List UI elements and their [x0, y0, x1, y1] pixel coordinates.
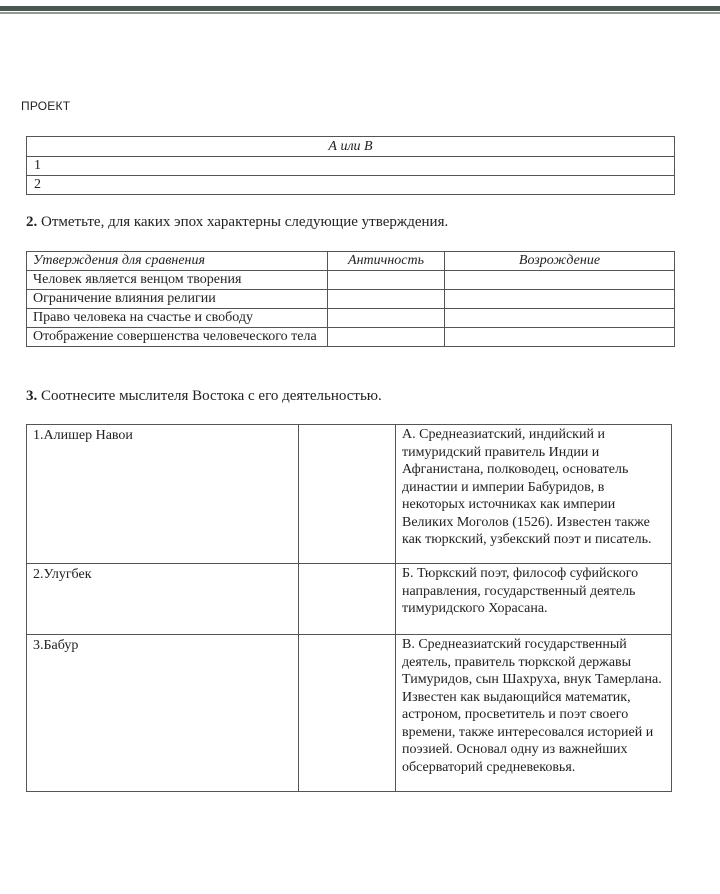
epochs-row-statement: Отображение совершенства человеческого тела — [27, 328, 328, 347]
epochs-table — [26, 251, 675, 347]
antiquity-answer-cell[interactable] — [328, 309, 445, 328]
epochs-header-statements: Утверждения для сравнения — [27, 252, 328, 271]
epochs-row-statement: Право человека на счастье и свободу — [27, 309, 328, 328]
thinkers-table — [26, 424, 672, 792]
answer-table-a-or-b — [26, 136, 675, 195]
question-3 — [26, 388, 382, 405]
page-header-label: ПРОЕКТ — [21, 99, 71, 113]
thinker-cell: 1.Алишер Навои — [27, 425, 299, 564]
question-3-number: 3. — [26, 388, 38, 404]
match-answer-cell[interactable] — [299, 635, 396, 792]
renaissance-answer-cell[interactable] — [445, 309, 675, 328]
table1-header: А или В — [27, 137, 675, 157]
thinker-cell: 3.Бабур — [27, 635, 299, 792]
description-cell: В. Среднеазиатский государственный деятель, правитель тюркской державы Тимуридов, сын Шахруха, внук Тамерлана. Известен как выдающийся математик, астроном, просветитель и поэт своего времени, также интересовался историей и поэзией. Основал одну из важнейших обсерваторий средневековья. — [396, 635, 672, 792]
thinker-cell: 2.Улугбек — [27, 564, 299, 635]
epochs-header-renaissance: Возрождение — [445, 252, 675, 271]
description-cell: А. Среднеазиатский, индийский и тимуридский правитель Индии и Афганистана, полководец, основатель династии и империи Бабуридов, в некоторых источниках как империи Великих Моголов (1526). Известен также как тюркский, узбекский поэт и писатель. — [396, 425, 672, 564]
epochs-row-statement: Ограничение влияния религии — [27, 290, 328, 309]
table1-row: 1 — [27, 157, 675, 176]
match-answer-cell[interactable] — [299, 425, 396, 564]
epochs-header-antiquity: Античность — [328, 252, 445, 271]
question-2-number: 2. — [26, 214, 38, 230]
question-3-text: Соотнесите мыслителя Востока с его деятельностью. — [41, 388, 382, 404]
question-2-text: Отметьте, для каких эпох характерны следующие утверждения. — [41, 214, 449, 230]
top-border-dark-line — [0, 6, 720, 11]
renaissance-answer-cell[interactable] — [445, 271, 675, 290]
match-answer-cell[interactable] — [299, 564, 396, 635]
top-border-light-line — [0, 12, 720, 14]
top-border — [0, 0, 720, 16]
table1-row: 2 — [27, 176, 675, 195]
antiquity-answer-cell[interactable] — [328, 271, 445, 290]
description-cell: Б. Тюркский поэт, философ суфийского направления, государственный деятель тимуридского Хорасана. — [396, 564, 672, 635]
epochs-row-statement: Человек является венцом творения — [27, 271, 328, 290]
renaissance-answer-cell[interactable] — [445, 328, 675, 347]
renaissance-answer-cell[interactable] — [445, 290, 675, 309]
question-2 — [26, 214, 448, 231]
antiquity-answer-cell[interactable] — [328, 328, 445, 347]
antiquity-answer-cell[interactable] — [328, 290, 445, 309]
